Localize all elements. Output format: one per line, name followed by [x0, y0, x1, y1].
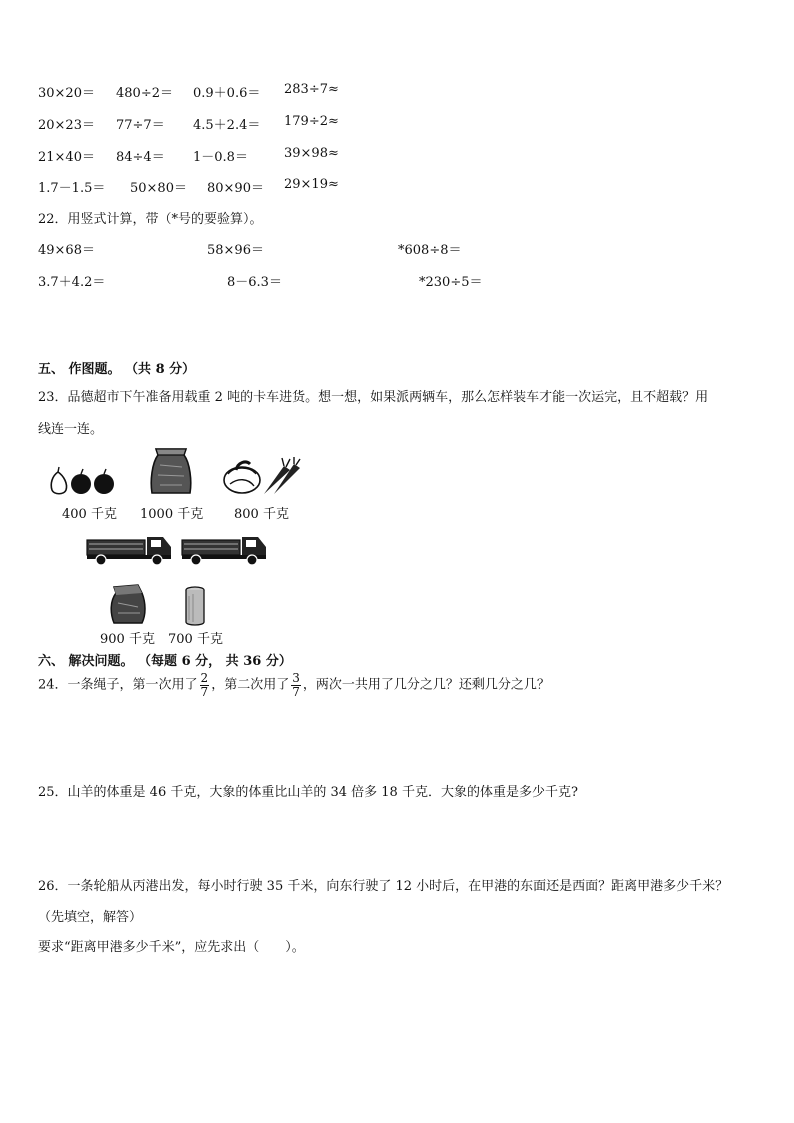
- fraction-denominator: 7: [200, 684, 209, 699]
- fraction-numerator: 3: [292, 671, 300, 685]
- bag-icon: [108, 583, 148, 625]
- q24-text: 24．一条绳子，第一次用了: [38, 677, 198, 693]
- oral-item: 20×23＝: [38, 118, 95, 133]
- fraction-denominator: 7: [292, 684, 300, 699]
- fruit-icon: [48, 466, 118, 496]
- q25-text: 25．山羊的体重是 46 千克，大象的体重比山羊的 34 倍多 18 千克．大象的体重是多少千克?: [38, 785, 578, 800]
- oral-item: 77÷7＝: [116, 118, 165, 133]
- oral-item: 50×80＝: [130, 181, 187, 196]
- oral-item: 30×20＝: [38, 86, 95, 101]
- oral-item: 39×98≈: [284, 146, 339, 161]
- fraction: [200, 672, 210, 698]
- weight-label: 700 千克: [168, 632, 223, 647]
- fraction: [291, 672, 301, 698]
- q23-line2: 线连一连。: [38, 422, 104, 437]
- oral-item: 4.5＋2.4＝: [193, 118, 261, 133]
- oral-item: 21×40＝: [38, 150, 95, 165]
- q26-line1: 26．一条轮船从丙港出发，每小时行驶 35 千米，向东行驶了 12 小时后，在甲港的东面还是西面？距离甲港多少千米？: [38, 879, 729, 894]
- weight-label: 800 千克: [234, 507, 289, 522]
- oral-item: 283÷7≈: [284, 82, 339, 97]
- q26-line2: （先填空，解答）: [38, 910, 143, 925]
- written-calc-item: 58×96＝: [207, 243, 264, 258]
- oral-item: 179÷2≈: [284, 114, 339, 129]
- fraction-numerator: 2: [200, 671, 209, 685]
- oral-item: 1－0.8＝: [193, 150, 248, 165]
- q24: [38, 672, 550, 698]
- written-calc-item: 49×68＝: [38, 243, 95, 258]
- written-calc-item: *230÷5＝: [419, 275, 483, 290]
- oral-item: 84÷4＝: [116, 150, 165, 165]
- written-calc-item: 3.7＋4.2＝: [38, 275, 106, 290]
- weight-label: 400 千克: [62, 507, 117, 522]
- q22-title: 22．用竖式计算，带（*号的要验算）。: [38, 212, 263, 227]
- truck-icon: [85, 531, 175, 567]
- weight-label: 1000 千克: [140, 507, 204, 522]
- section-5-title: 五、 作图题。 （共 8 分）: [38, 362, 196, 377]
- section-6-title: 六、 解决问题。 （每题 6 分， 共 36 分）: [38, 654, 292, 669]
- q23-line1: 23．品德超市下午准备用载重 2 吨的卡车进货。想一想，如果派两辆车，那么怎样装车才能一次运完，且不超载？用: [38, 390, 709, 405]
- weight-label: 900 千克: [100, 632, 155, 647]
- q26-line3: [38, 936, 305, 955]
- written-calc-item: *608÷8＝: [398, 243, 462, 258]
- oral-item: 80×90＝: [207, 181, 264, 196]
- oral-item: 29×19≈: [284, 177, 339, 192]
- oral-item: 480÷2＝: [116, 86, 173, 101]
- oral-item: 0.9＋0.6＝: [193, 86, 261, 101]
- truck-icon: [180, 531, 270, 567]
- written-calc-item: 8－6.3＝: [227, 275, 282, 290]
- q26-text: ）。: [285, 940, 305, 955]
- q26-text: 要求“距离甲港多少千米”，应先求出（: [38, 940, 260, 955]
- q24-text: ，两次一共用了几分之几？还剩几分之几？: [302, 677, 550, 693]
- oral-item: 1.7－1.5＝: [38, 181, 106, 196]
- vegetables-icon: [220, 456, 302, 496]
- sack-icon: [148, 445, 194, 495]
- q24-text: ，第二次用了: [211, 677, 290, 693]
- can-icon: [183, 586, 207, 626]
